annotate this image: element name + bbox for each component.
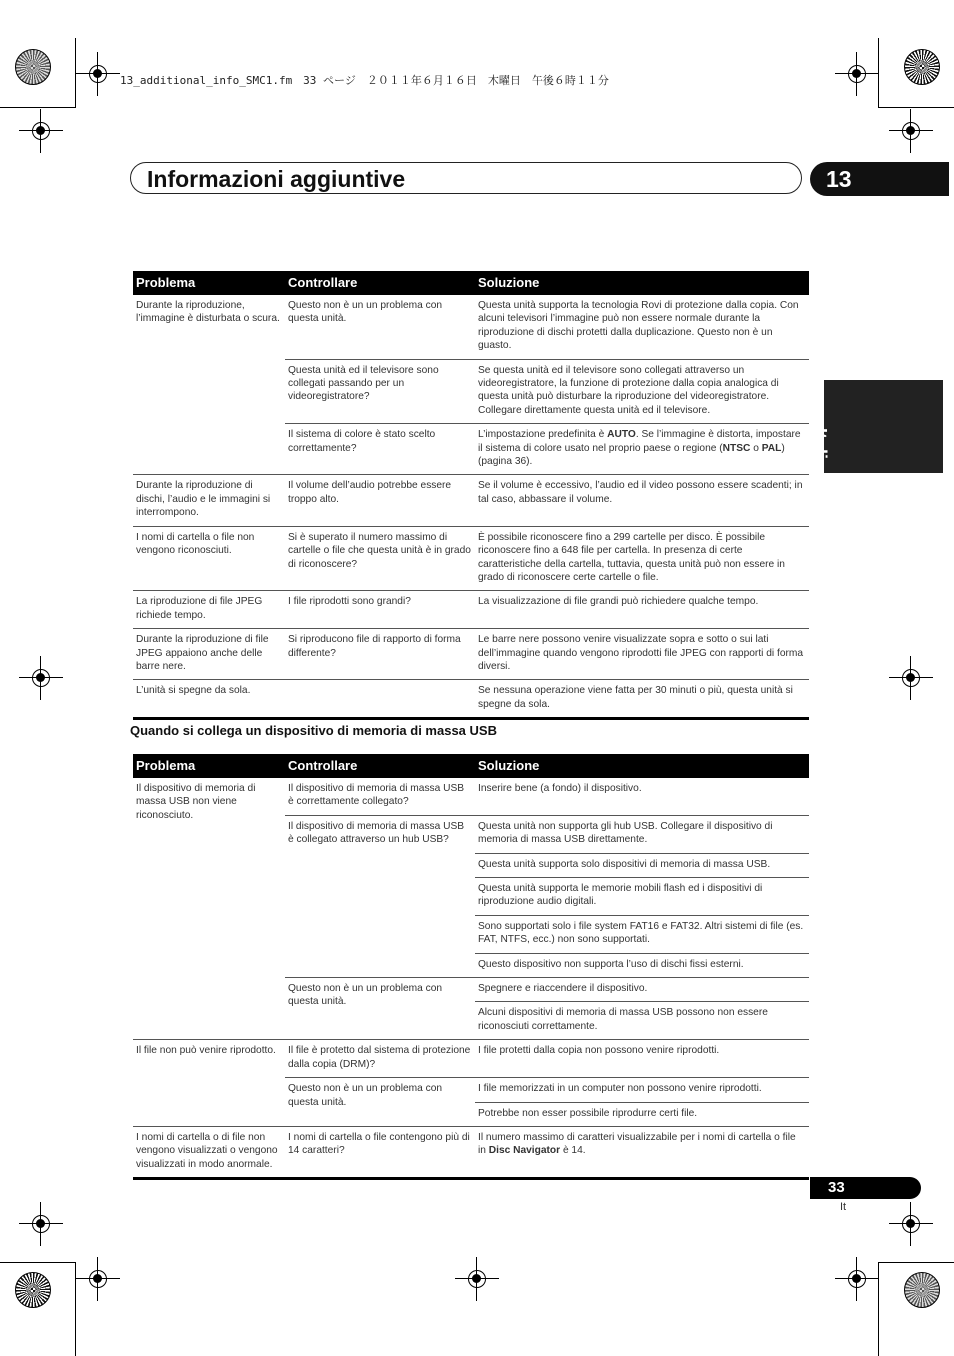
check-cell: Questo non è un un problema con questa unità. — [288, 300, 443, 325]
header-check: Controllare — [285, 271, 475, 295]
table-row — [133, 1126, 809, 1178]
problem-cell: I nomi di cartella o file non vengono riconosciuti. — [133, 526, 285, 591]
registration-mark-icon — [29, 1212, 53, 1236]
table-row — [133, 629, 809, 680]
header-problem: Problema — [133, 754, 285, 778]
crop-mark — [0, 107, 75, 108]
check-cell — [285, 680, 475, 719]
registration-burst-icon — [15, 49, 51, 85]
chapter-number: 13 — [826, 166, 852, 192]
solution-cell: Potrebbe non esser possibile riprodurre certi file. — [475, 1102, 809, 1126]
check-cell: Il file è protetto dal sistema di protezione dalla copia (DRM)? — [285, 1040, 475, 1078]
solution-cell: Se il volume è eccessivo, l’audio ed il video possono essere scadenti; in tal caso, abbassare il volume. — [475, 475, 809, 526]
check-cell: Si è superato il numero massimo di cartelle o file che questa unità è in grado di riconoscere? — [285, 526, 475, 591]
registration-mark-icon — [845, 1267, 869, 1291]
solution-cell: Questa unità supporta solo dispositivi di memoria di massa USB. — [475, 853, 809, 877]
registration-mark-icon — [899, 666, 923, 690]
check-cell: Questo non è un un problema con questa unità. — [285, 978, 475, 1040]
solution-cell: Il numero massimo di caratteri visualizzabile per i nomi di cartella o file in Disc Navigator è 14. — [475, 1126, 809, 1178]
problem-cell: Durante la riproduzione, l’immagine è disturbata o scura. — [136, 300, 280, 325]
table-row — [133, 475, 809, 526]
crop-mark — [75, 1262, 76, 1356]
problem-cell: Il dispositivo di memoria di massa USB non viene riconosciuto. — [136, 783, 256, 821]
solution-cell: Questa unità supporta le memorie mobili flash ed i dispositivi di riproduzione audio digitali. — [475, 878, 809, 916]
registration-mark-icon — [29, 666, 53, 690]
check-cell: Il dispositivo di memoria di massa USB è collegato attraverso un hub USB? — [285, 815, 475, 977]
page-number-tab — [810, 1177, 921, 1199]
language-tab-label: Italiano — [810, 428, 830, 492]
registration-mark-icon — [845, 62, 869, 86]
chapter-title-bar — [130, 162, 802, 194]
registration-mark-icon — [465, 1267, 489, 1291]
problem-cell: I nomi di cartella o di file non vengono visualizzati o vengono visualizzati in modo anormale. — [133, 1126, 285, 1178]
solution-cell: Alcuni dispositivi di memoria di massa USB possono non essere riconosciuti correttamente. — [475, 1002, 809, 1039]
solution-cell: Questa unità supporta la tecnologia Rovi di protezione dalla copia. Con alcuni televisori l’immagine può non essere normale durante la riproduzione di dischi protetti dalla duplicazione. Questo non è un guasto. — [478, 300, 799, 352]
solution-cell: Questa unità non supporta gli hub USB. Collegare il dispositivo di memoria di massa USB direttamente. — [475, 815, 809, 853]
solution-cell: Sono supportati solo i file system FAT16 e FAT32. Altri sistemi di file (es. FAT, NTFS, ecc.) non sono supportati. — [475, 915, 809, 953]
crop-mark — [878, 1262, 879, 1356]
problem-cell: Durante la riproduzione di file JPEG appaiono anche delle barre nere. — [133, 629, 285, 680]
crop-mark — [878, 1262, 954, 1263]
solution-cell: I file memorizzati in un computer non possono venire riprodotti. — [475, 1078, 809, 1102]
check-cell: Il dispositivo di memoria di massa USB è correttamente collegato? — [288, 783, 465, 808]
registration-burst-icon — [904, 1272, 940, 1308]
table-row — [133, 591, 809, 629]
registration-burst-icon — [904, 49, 940, 85]
check-cell: Questa unità ed il televisore sono collegati passando per un videoregistratore? — [285, 359, 475, 424]
check-cell: I file riprodotti sono grandi? — [285, 591, 475, 629]
check-cell: I nomi di cartella o file contengono più di 14 caratteri? — [285, 1126, 475, 1178]
registration-mark-icon — [899, 119, 923, 143]
chapter-number-tab — [810, 162, 949, 196]
solution-cell: Spegnere e riaccendere il dispositivo. — [475, 978, 809, 1002]
section-subheading: Quando si collega un dispositivo di memoria di massa USB — [130, 723, 497, 738]
solution-cell: La visualizzazione di file grandi può richiedere qualche tempo. — [475, 591, 809, 629]
problem-cell: La riproduzione di file JPEG richiede tempo. — [133, 591, 285, 629]
check-cell: Si riproducono file di rapporto di forma differente? — [285, 629, 475, 680]
solution-cell: Inserire bene (a fondo) il dispositivo. — [478, 783, 642, 794]
crop-mark — [0, 1262, 75, 1263]
problem-cell: Durante la riproduzione di dischi, l’audio e le immagini si interrompono. — [133, 475, 285, 526]
table-row — [133, 295, 809, 359]
problem-cell: Il file non può venire riprodotto. — [133, 1040, 285, 1127]
troubleshooting-table — [133, 271, 809, 720]
solution-cell: Se nessuna operazione viene fatta per 30 minuti o più, questa unità si spegne da sola. — [475, 680, 809, 719]
header-solution: Soluzione — [475, 754, 809, 778]
registration-burst-icon — [15, 1272, 51, 1308]
crop-mark — [878, 107, 954, 108]
chapter-title: Informazioni aggiuntive — [147, 166, 406, 192]
page-number: 33 — [828, 1179, 845, 1196]
page-language: It — [840, 1201, 847, 1213]
registration-mark-icon — [29, 119, 53, 143]
solution-cell: L’impostazione predefinita è AUTO. Se l’immagine è distorta, impostare il sistema di colore usato nel proprio paese o regione (NTSC o PAL) (pagina 36). — [475, 424, 809, 475]
check-cell: Il volume dell’audio potrebbe essere troppo alto. — [285, 475, 475, 526]
file-header: 13_additional_info_SMC1.fm 33 ページ ２０１１年６月１６日 木曜日 午後６時１１分 — [120, 74, 609, 87]
solution-cell: Questo dispositivo non supporta l’uso di dischi fissi esterni. — [475, 953, 809, 977]
table-row — [133, 680, 809, 719]
solution-cell: Se questa unità ed il televisore sono collegati attraverso un videoregistratore, la funzione di protezione dalla copia analogica di questa unità può disturbare la riproduzione del videoregistratore. Collegare direttamente questa unità ed il televisore. — [475, 359, 809, 424]
check-cell: Questo non è un un problema con questa unità. — [285, 1078, 475, 1127]
header-solution: Soluzione — [475, 271, 809, 295]
registration-mark-icon — [899, 1212, 923, 1236]
registration-mark-icon — [86, 1267, 110, 1291]
registration-mark-icon — [86, 62, 110, 86]
header-problem: Problema — [133, 271, 285, 295]
usb-troubleshooting-table — [133, 754, 809, 1180]
table-row — [133, 1040, 809, 1078]
solution-cell: Le barre nere possono venire visualizzate sopra e sotto o sui lati dell’immagine quando vengono riprodotti file JPEG con rapporti di forma diversi. — [475, 629, 809, 680]
solution-cell: È possibile riconoscere fino a 299 cartelle per disco. È possibile riconoscere fino a 648 file per cartella. In presenza di certe caratteristiche della cartella, tuttavia, questa unità può non essere in grado di riconoscere certe cartelle o file. — [475, 526, 809, 591]
header-check: Controllare — [285, 754, 475, 778]
language-tab — [810, 380, 943, 492]
check-cell: Il sistema di colore è stato scelto correttamente? — [285, 424, 475, 475]
solution-cell: I file protetti dalla copia non possono venire riprodotti. — [475, 1040, 809, 1078]
table-row — [133, 526, 809, 591]
table-header-row — [133, 754, 809, 778]
table-row — [133, 778, 809, 815]
table-header-row — [133, 271, 809, 295]
problem-cell: L’unità si spegne da sola. — [133, 680, 285, 719]
